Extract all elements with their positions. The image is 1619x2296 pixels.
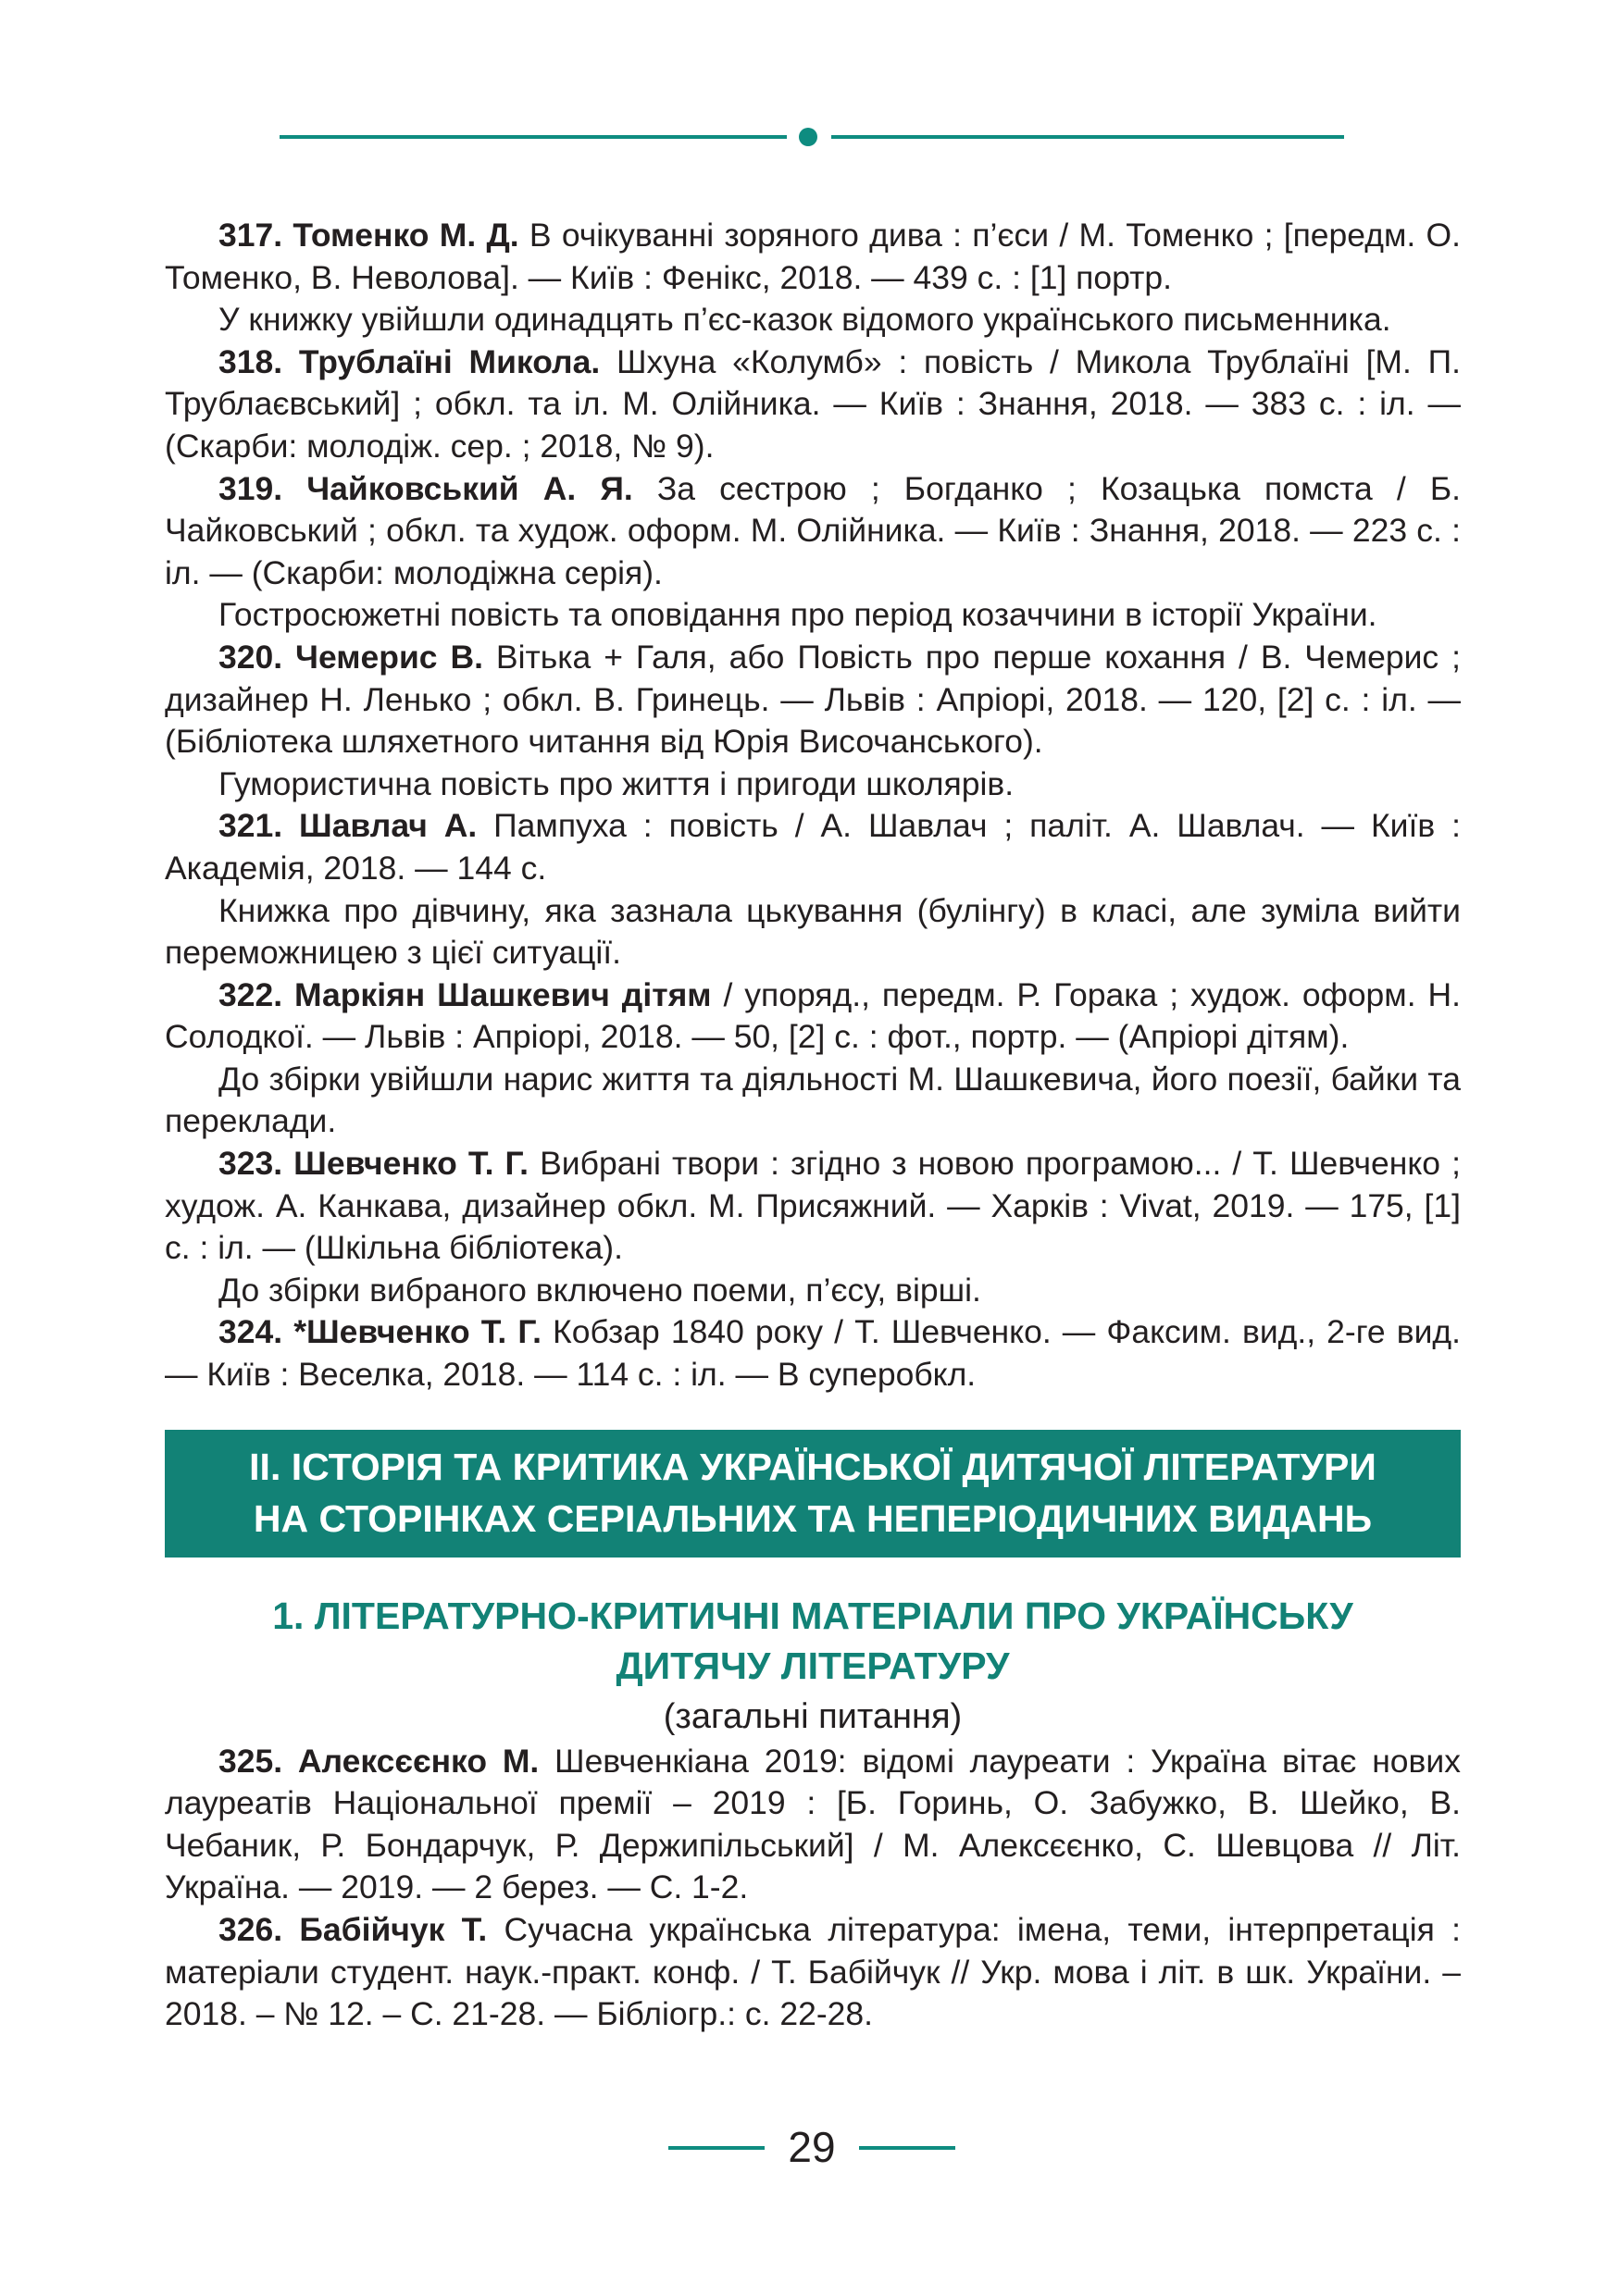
section-heading-line-2: НА СТОРІНКАХ СЕРІАЛЬНИХ ТА НЕПЕРІОДИЧНИХ ВИДАНЬ [253, 1496, 1373, 1540]
entry-annotation [165, 594, 1461, 637]
entry-annotation [165, 890, 1461, 974]
entry-text: В очікуванні зоряного дива : п’єси / М. Томенко ; [передм. О. Томенко, В. Неволова]. — Київ : Фенікс, 2018. — 439 с. : [1] портр. [165, 217, 1461, 296]
header-rule-left [280, 135, 787, 139]
entries-top [165, 215, 1461, 1396]
entry-320 [165, 637, 1461, 763]
entry-text: Шхуна «Колумб» : повість / Микола Трублаїні [М. П. Трублаєвський] ; обкл. та іл. М. Олійника. — Київ : Знання, 2018. — 383 с. : іл. — (Скарби: молодіж. сер. ; 2018, № 9). [165, 342, 1461, 465]
entry-author: Чемерис В. [295, 638, 483, 676]
entry-318 [165, 341, 1461, 468]
entry-author: Бабійчук Т. [299, 1911, 488, 1948]
entry-text: Пампуха : повість / А. Шавлач ; паліт. А. Шавлач. — Київ : Академія, 2018. — 144 с. [165, 807, 1461, 887]
entry-author: Шевченко Т. Г. [293, 1145, 529, 1183]
subsection-heading-line-1: 1. ЛІТЕРАТУРНО-КРИТИЧНІ МАТЕРІАЛИ ПРО УКРАЇНСЬКУ [272, 1594, 1353, 1637]
entry-author: Шавлач А. [299, 807, 478, 845]
entry-author: Трублаїні Микола. [298, 342, 601, 380]
entry-321 [165, 805, 1461, 889]
entry-326 [165, 1909, 1461, 2036]
header-rule-right [831, 135, 1344, 139]
page-content [165, 215, 1461, 2036]
entry-text: / упоряд., передм. Р. Горака ; худож. оформ. Н. Солодкої. — Львів : Апріорі, 2018. — 50, [2] с. : фот., портр. — (Апріорі дітям). [165, 975, 1461, 1056]
page-number: 29 [788, 2123, 836, 2171]
header-dot [799, 128, 817, 146]
entry-323 [165, 1143, 1461, 1270]
subsection-heading [165, 1591, 1461, 1691]
entry-317 [165, 215, 1461, 299]
entry-number: 324. [218, 1313, 283, 1351]
annotation-text: Гумористична повість про життя і пригоди школярів. [218, 764, 1015, 802]
entry-number: 325. [218, 1742, 283, 1780]
entry-325 [165, 1741, 1461, 1909]
footer-rule-right [859, 2146, 955, 2150]
entry-number: 321. [218, 807, 283, 845]
entry-text: Сучасна українська література: імена, теми, інтерпретація : матеріали студент. наук.-практ. конф. / Т. Бабійчук // Укр. мова і літ. в шк. України. – 2018. – № 12. – С. 21-28. — Бібліогр.: с. 22-28. [165, 1911, 1461, 2033]
entries-bottom [165, 1741, 1461, 2036]
entry-number: 317. [218, 217, 283, 254]
entry-author: Алексєєнко М. [297, 1742, 540, 1780]
entry-322 [165, 974, 1461, 1059]
entry-319 [165, 468, 1461, 595]
annotation-text: Гостросюжетні повість та оповідання про період козаччини в історії України. [218, 596, 1377, 634]
header-ornament [280, 128, 1344, 146]
subsection-subtitle: (загальні питання) [663, 1696, 963, 1736]
entry-annotation [165, 1059, 1461, 1143]
entry-text: За сестрою ; Богданко ; Козацька помста / Б. Чайковський ; обкл. та худож. оформ. М. Олійника. — Київ : Знання, 2018. — 223 с. : іл. — (Скарби: молодіжна серія). [165, 469, 1461, 591]
entry-annotation [165, 1270, 1461, 1312]
subsection-heading-line-2: ДИТЯЧУ ЛІТЕРАТУРУ [616, 1644, 1010, 1687]
entry-text: Вибрані твори : згідно з новою програмою... / Т. Шевченко ; худож. А. Канкава, дизайнер обкл. М. Присяжний. — Харків : Vivat, 2019. — 175, [1] с. : іл. — (Шкільна бібліотека). [165, 1145, 1461, 1267]
entry-number: 322. [218, 975, 283, 1013]
annotation-text: Книжка про дівчину, яка зазнала цькування (булінгу) в класі, але зуміла вийти переможницею з цієї ситуації. [165, 891, 1461, 972]
entry-text: Вітька + Галя, або Повість про перше кохання / В. Чемерис ; дизайнер Н. Ленько ; обкл. В. Гринець. — Львів : Апріорі, 2018. — 120, [2] с. : іл. — (Бібліотека шляхетного читання від Юрія Височанського). [165, 638, 1461, 761]
entry-author: *Шевченко Т. Г. [293, 1313, 542, 1351]
entry-number: 326. [218, 1911, 283, 1948]
annotation-text: У книжку увійшли одинадцять п’єс-казок відомого українського письменника. [218, 301, 1391, 339]
entry-annotation [165, 299, 1461, 341]
entry-author: Томенко М. Д. [293, 217, 519, 254]
entry-annotation [165, 763, 1461, 806]
page-footer [668, 2119, 955, 2175]
entry-number: 323. [218, 1145, 283, 1183]
section-heading-line-1: ІІ. ІСТОРІЯ ТА КРИТИКА УКРАЇНСЬКОЇ ДИТЯЧОЇ ЛІТЕРАТУРИ [249, 1445, 1376, 1488]
entry-author: Маркіян Шашкевич дітям [294, 975, 712, 1013]
section-heading-banner [165, 1430, 1461, 1558]
entry-text: Шевченкіана 2019: відомі лауреати : Україна вітає нових лауреатів Національної премії – 2019 : [Б. Горинь, О. Забужко, В. Шейко, В. Чебаник, Р. Бондарчук, Р. Держипільський] / М. Алексєєнко, С. Шевцова // Літ. Україна. — 2019. — 2 берез. — С. 1-2. [165, 1742, 1461, 1906]
entry-number: 318. [218, 342, 283, 380]
entry-number: 320. [218, 638, 283, 676]
annotation-text: До збірки увійшли нарис життя та діяльності М. Шашкевича, його поезії, байки та переклади. [165, 1060, 1461, 1140]
annotation-text: До збірки вибраного включено поеми, п’єсу, вірші. [218, 1271, 981, 1309]
entry-text: Кобзар 1840 року / Т. Шевченко. — Факсим. вид., 2-ге вид. — Київ : Веселка, 2018. — 114 с. : іл. — В суперобкл. [165, 1313, 1461, 1394]
entry-number: 319. [218, 469, 283, 507]
entry-author: Чайковський А. Я. [306, 469, 633, 507]
entry-324 [165, 1311, 1461, 1396]
footer-rule-left [668, 2146, 765, 2150]
